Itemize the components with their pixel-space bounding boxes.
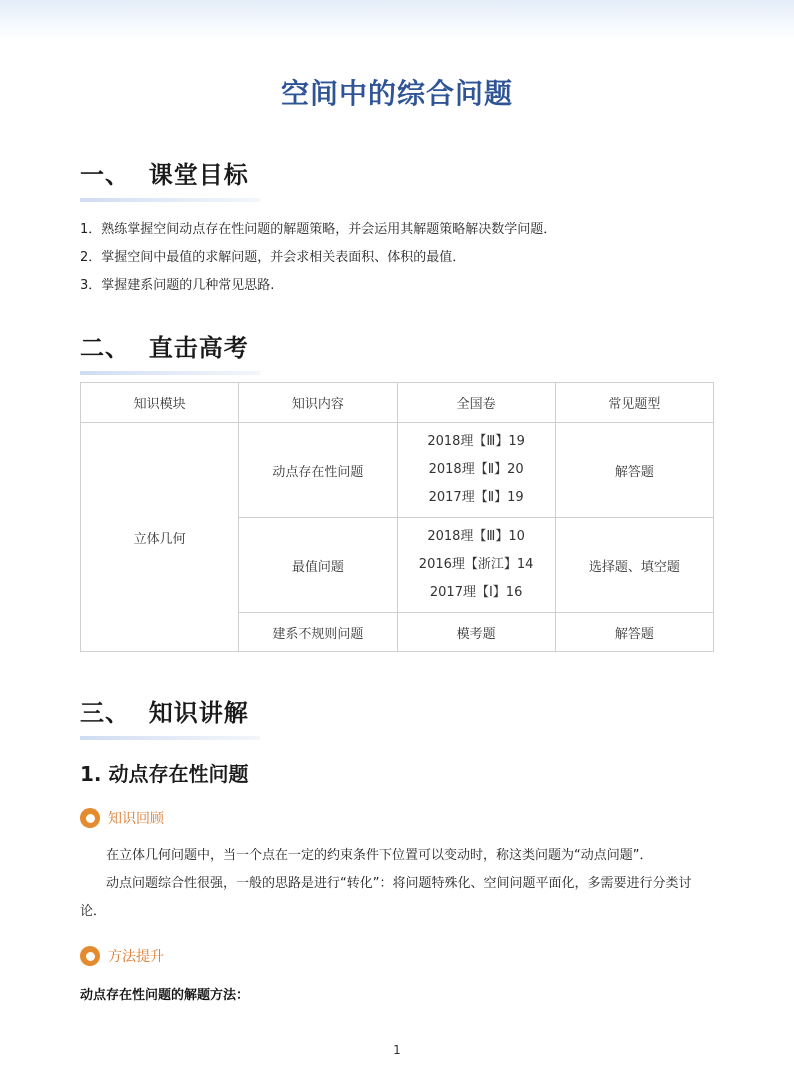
table-header-cell: 知识模块 — [81, 383, 239, 423]
exam-ref: 2017理【Ⅰ】16 — [429, 585, 523, 600]
review-paragraph: 动点问题综合性很强，一般的思路是进行“转化”：将问题特殊化、空间问题平面化，多需要进行分类讨论． — [80, 876, 692, 919]
table-header-cell: 全国卷 — [397, 383, 555, 423]
content-cell: 动点存在性问题 — [239, 423, 397, 518]
exam-ref: 2018理【Ⅲ】19 — [427, 434, 525, 449]
table-header-row — [81, 383, 714, 423]
goal-item: 3．掌握建系问题的几种常见思路. — [80, 278, 275, 293]
section-underline — [80, 198, 260, 202]
goal-item: 1．熟练掌握空间动点存在性问题的解题策略，并会运用其解题策略解决数学问题． — [80, 222, 557, 237]
type-cell: 解答题 — [555, 613, 713, 652]
exam-ref: 2016理【浙江】14 — [418, 557, 534, 572]
header-banner — [0, 0, 794, 40]
table-header-cell: 常见题型 — [555, 383, 713, 423]
method-tag-label: 方法提升 — [108, 949, 164, 965]
subsection-title: 1. 动点存在性问题 — [80, 762, 249, 786]
review-paragraph: 在立体几何问题中，当一个点在一定的约束条件下位置可以变动时，称这类问题为“动点问题”． — [106, 848, 653, 863]
exam-table — [80, 382, 714, 652]
section-heading-exam — [80, 328, 260, 375]
bulb-icon — [80, 946, 100, 966]
review-tag — [80, 808, 164, 828]
table-row — [81, 423, 714, 518]
bulb-icon — [80, 808, 100, 828]
method-tag — [80, 946, 164, 966]
section-title: 一、 课堂目标 — [80, 161, 249, 189]
review-tag-label: 知识回顾 — [108, 811, 164, 827]
module-cell: 立体几何 — [81, 423, 239, 652]
exam-cell: 模考题 — [397, 613, 555, 652]
exam-cell — [397, 518, 555, 613]
page-number: 1 — [393, 1043, 401, 1057]
exam-ref: 2017理【Ⅱ】19 — [428, 490, 524, 505]
exam-cell — [397, 423, 555, 518]
type-cell: 解答题 — [555, 423, 713, 518]
section-title: 三、 知识讲解 — [80, 699, 249, 727]
content-cell: 建系不规则问题 — [239, 613, 397, 652]
goal-item: 2．掌握空间中最值的求解问题，并会求相关表面积、体积的最值． — [80, 250, 466, 265]
content-cell: 最值问题 — [239, 518, 397, 613]
section-underline — [80, 736, 260, 740]
method-title: 动点存在性问题的解题方法： — [80, 988, 250, 1003]
table-header-cell: 知识内容 — [239, 383, 397, 423]
section-heading-knowledge — [80, 693, 260, 740]
exam-ref: 2018理【Ⅱ】20 — [428, 462, 524, 477]
exam-ref: 2018理【Ⅲ】10 — [427, 529, 525, 544]
section-heading-goals — [80, 155, 260, 202]
page-title: 空间中的综合问题 — [280, 77, 513, 110]
section-underline — [80, 371, 260, 375]
type-cell: 选择题、填空题 — [555, 518, 713, 613]
section-title: 二、 直击高考 — [80, 334, 249, 362]
